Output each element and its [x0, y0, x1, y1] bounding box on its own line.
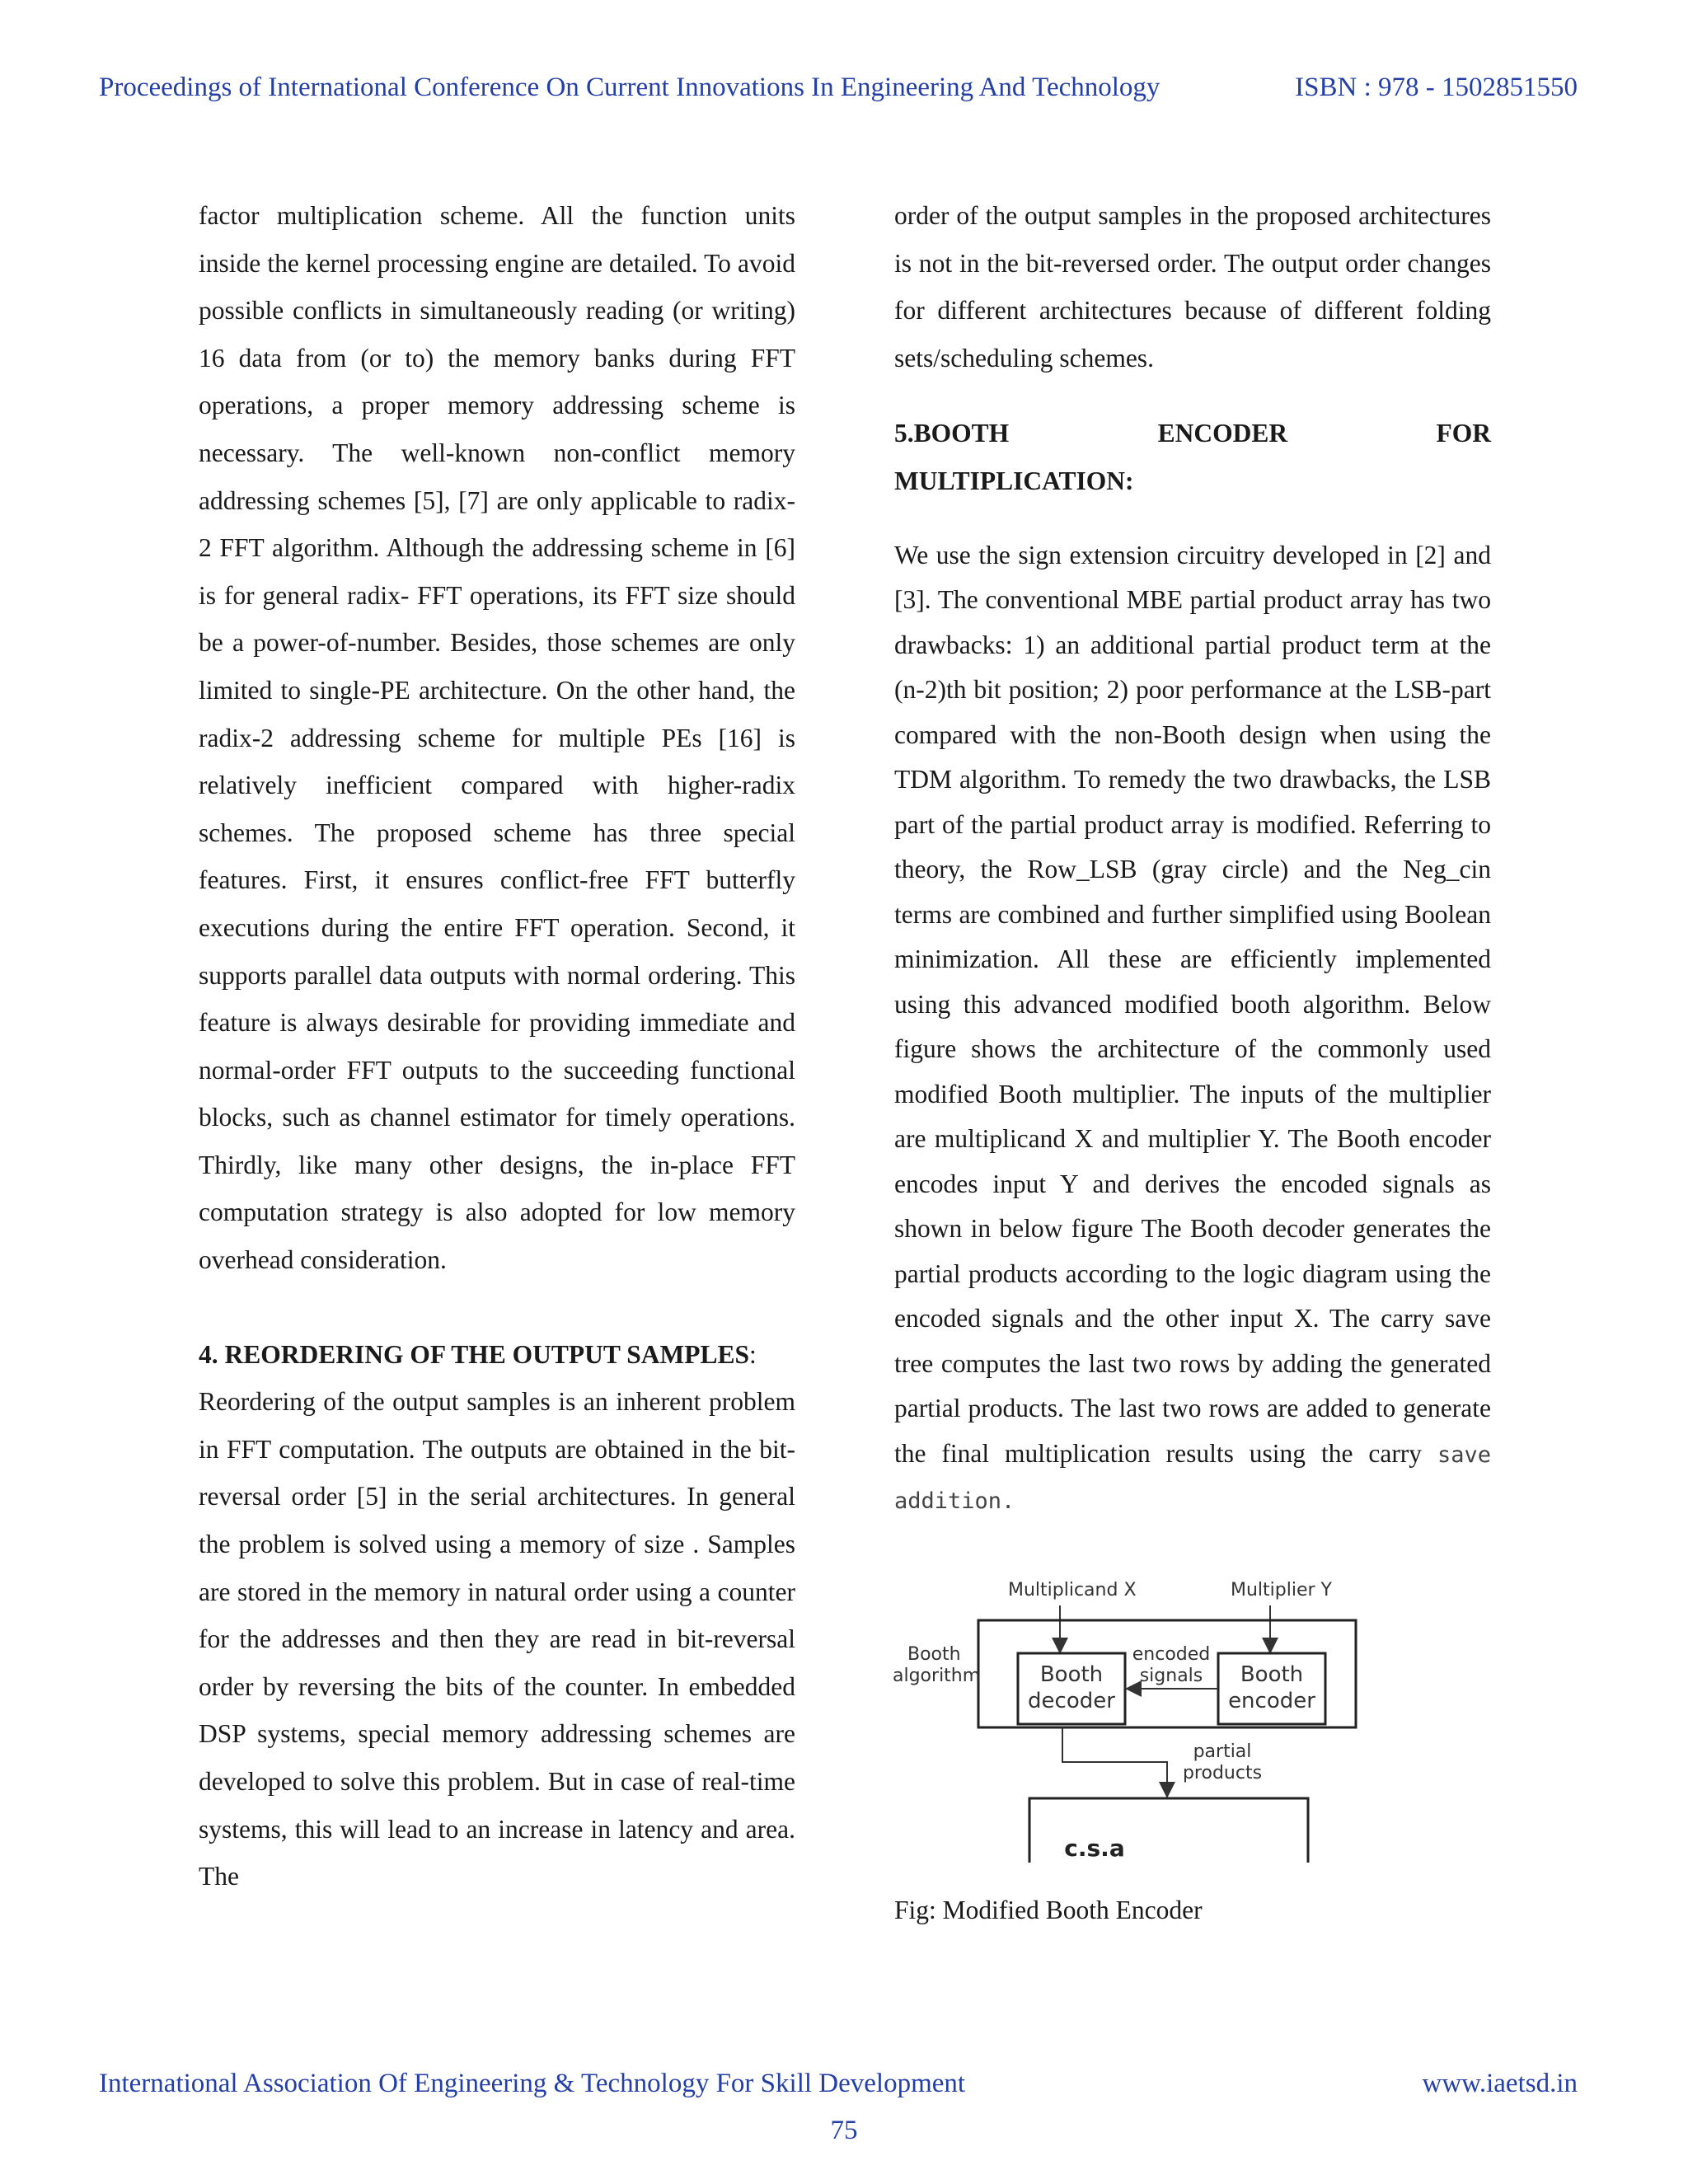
partial-line-2: products [1182, 1763, 1263, 1783]
encoder-line-1: Booth [1240, 1662, 1304, 1687]
right-column [894, 192, 1491, 1525]
right-paragraph-2-text: We use the sign extension circuitry developed in [2] and [3]. The conventional MBE partial product array has two drawbacks: 1) an additional partial product term at the (n-2)th bit position; 2) poor performance at the LSB-part compared with the non-Booth design when using the TDM algorithm. To remedy the two drawbacks, the LSB part of the partial product array is modified. Referring to theory, the Row_LSB (gray circle) and the Neg_cin terms are combined and further simplified using Boolean minimization. All these are efficiently implemented using this advanced modified booth algorithm. Below figure shows the architecture of the commonly used modified Booth multiplier. The inputs of the multiplier are multiplicand X and multiplier Y. The Booth encoder encodes input Y and derives the encoded signals as shown in below figure The Booth decoder generates the partial products according to the logic diagram using the encoded signals and the other input X. The carry save tree computes the last two rows by adding the generated partial products. The last two rows are added to generate the final multiplication results using the carry [894, 540, 1491, 1468]
page-number: 75 [830, 2116, 858, 2145]
figure-caption: Fig: Modified Booth Encoder [894, 1896, 1203, 1924]
encoded-line-2: signals [1139, 1666, 1203, 1686]
section-5-word-for: FOR [1436, 419, 1491, 448]
left-paragraph-1: factor multiplication scheme. All the function units inside the kernel processing engine are detailed. To avoid possible conflicts in simultaneously reading (or writing) 16 data from (or to) the memory banks during FFT operations, a proper memory addressing scheme is necessary. The well-known non-conflict memory addressing schemes [5], [7] are only applicable to radix-2 FFT algorithm. Although the addressing scheme in [6] is for general radix- FFT operations, its FFT size should be a power-of-number. Besides, those schemes are only limited to single-PE architecture. On the other hand, the radix-2 addressing scheme for multiple PEs [16] is relatively inefficient compared with higher-radix schemes. The proposed scheme has three special features. First, it ensures conflict-free FFT butterfly executions during the entire FFT operation. Second, it supports parallel data outputs with normal ordering. This feature is always desirable for providing immediate and normal-order FFT outputs to the succeeding functional blocks, such as channel estimator for timely operations. Thirdly, like many other designs, the in-place FFT computation strategy is also adopted for low memory overhead consideration. [199, 201, 795, 1275]
left-column [199, 192, 795, 1900]
section-4-title: 4. REORDERING OF THE OUTPUT SAMPLES [199, 1339, 750, 1369]
csa-label: c.s.a [1064, 1835, 1125, 1862]
booth-label-line-1: Booth [907, 1644, 961, 1665]
decoder-line-2: decoder [1028, 1689, 1115, 1713]
encoder-line-2: encoder [1228, 1689, 1315, 1713]
partial-line-1: partial [1193, 1741, 1252, 1762]
footer-association: International Association Of Engineering & Technology For Skill Development [99, 2069, 966, 2098]
right-paragraph-2-mono: save addition. [894, 1441, 1491, 1515]
footer-website[interactable]: www.iaetsd.in [1422, 2069, 1578, 2098]
header-isbn: ISBN : 978 - 1502851550 [1295, 73, 1578, 102]
booth-label-line-2: algorithm [893, 1666, 981, 1686]
booth-encoder-diagram [893, 1566, 1470, 1863]
section-5-heading [894, 410, 1491, 504]
section-5-word-encoder: ENCODER [1157, 419, 1288, 448]
multiplicand-x-label: Multiplicand X [1008, 1580, 1137, 1601]
partial-products-arrow [1062, 1727, 1167, 1795]
encoded-line-1: encoded [1132, 1644, 1211, 1665]
section-4-heading [199, 1331, 795, 1379]
header-conference-title: Proceedings of International Conference On Current Innovations In Engineering And Technology [99, 73, 1160, 102]
left-paragraph-2: Reordering of the output samples is an inherent problem in FFT computation. The outputs are obtained in the bit-reversal order [5] in the serial architectures. In general the problem is solved using a memory of size . Samples are stored in the memory in natural order using a counter for the addresses and then they are read in bit-reversal order by reversing the bits of the counter. In embedded DSP systems, special memory addressing schemes are developed to solve this problem. But in case of real-time systems, this will lead to an increase in latency and area. The [199, 1387, 795, 1891]
right-paragraph-2 [894, 533, 1491, 1525]
decoder-line-1: Booth [1039, 1662, 1104, 1687]
right-paragraph-1: order of the output samples in the proposed architectures is not in the bit-reversed order. The output order changes for different architectures because of different folding sets/scheduling schemes. [894, 201, 1491, 373]
section-4-colon: : [749, 1339, 757, 1369]
section-5-word-booth: 5.BOOTH [894, 419, 1010, 448]
multiplier-y-label: Multiplier Y [1231, 1580, 1332, 1601]
section-5-word-multiplication: MULTIPLICATION: [894, 466, 1134, 495]
